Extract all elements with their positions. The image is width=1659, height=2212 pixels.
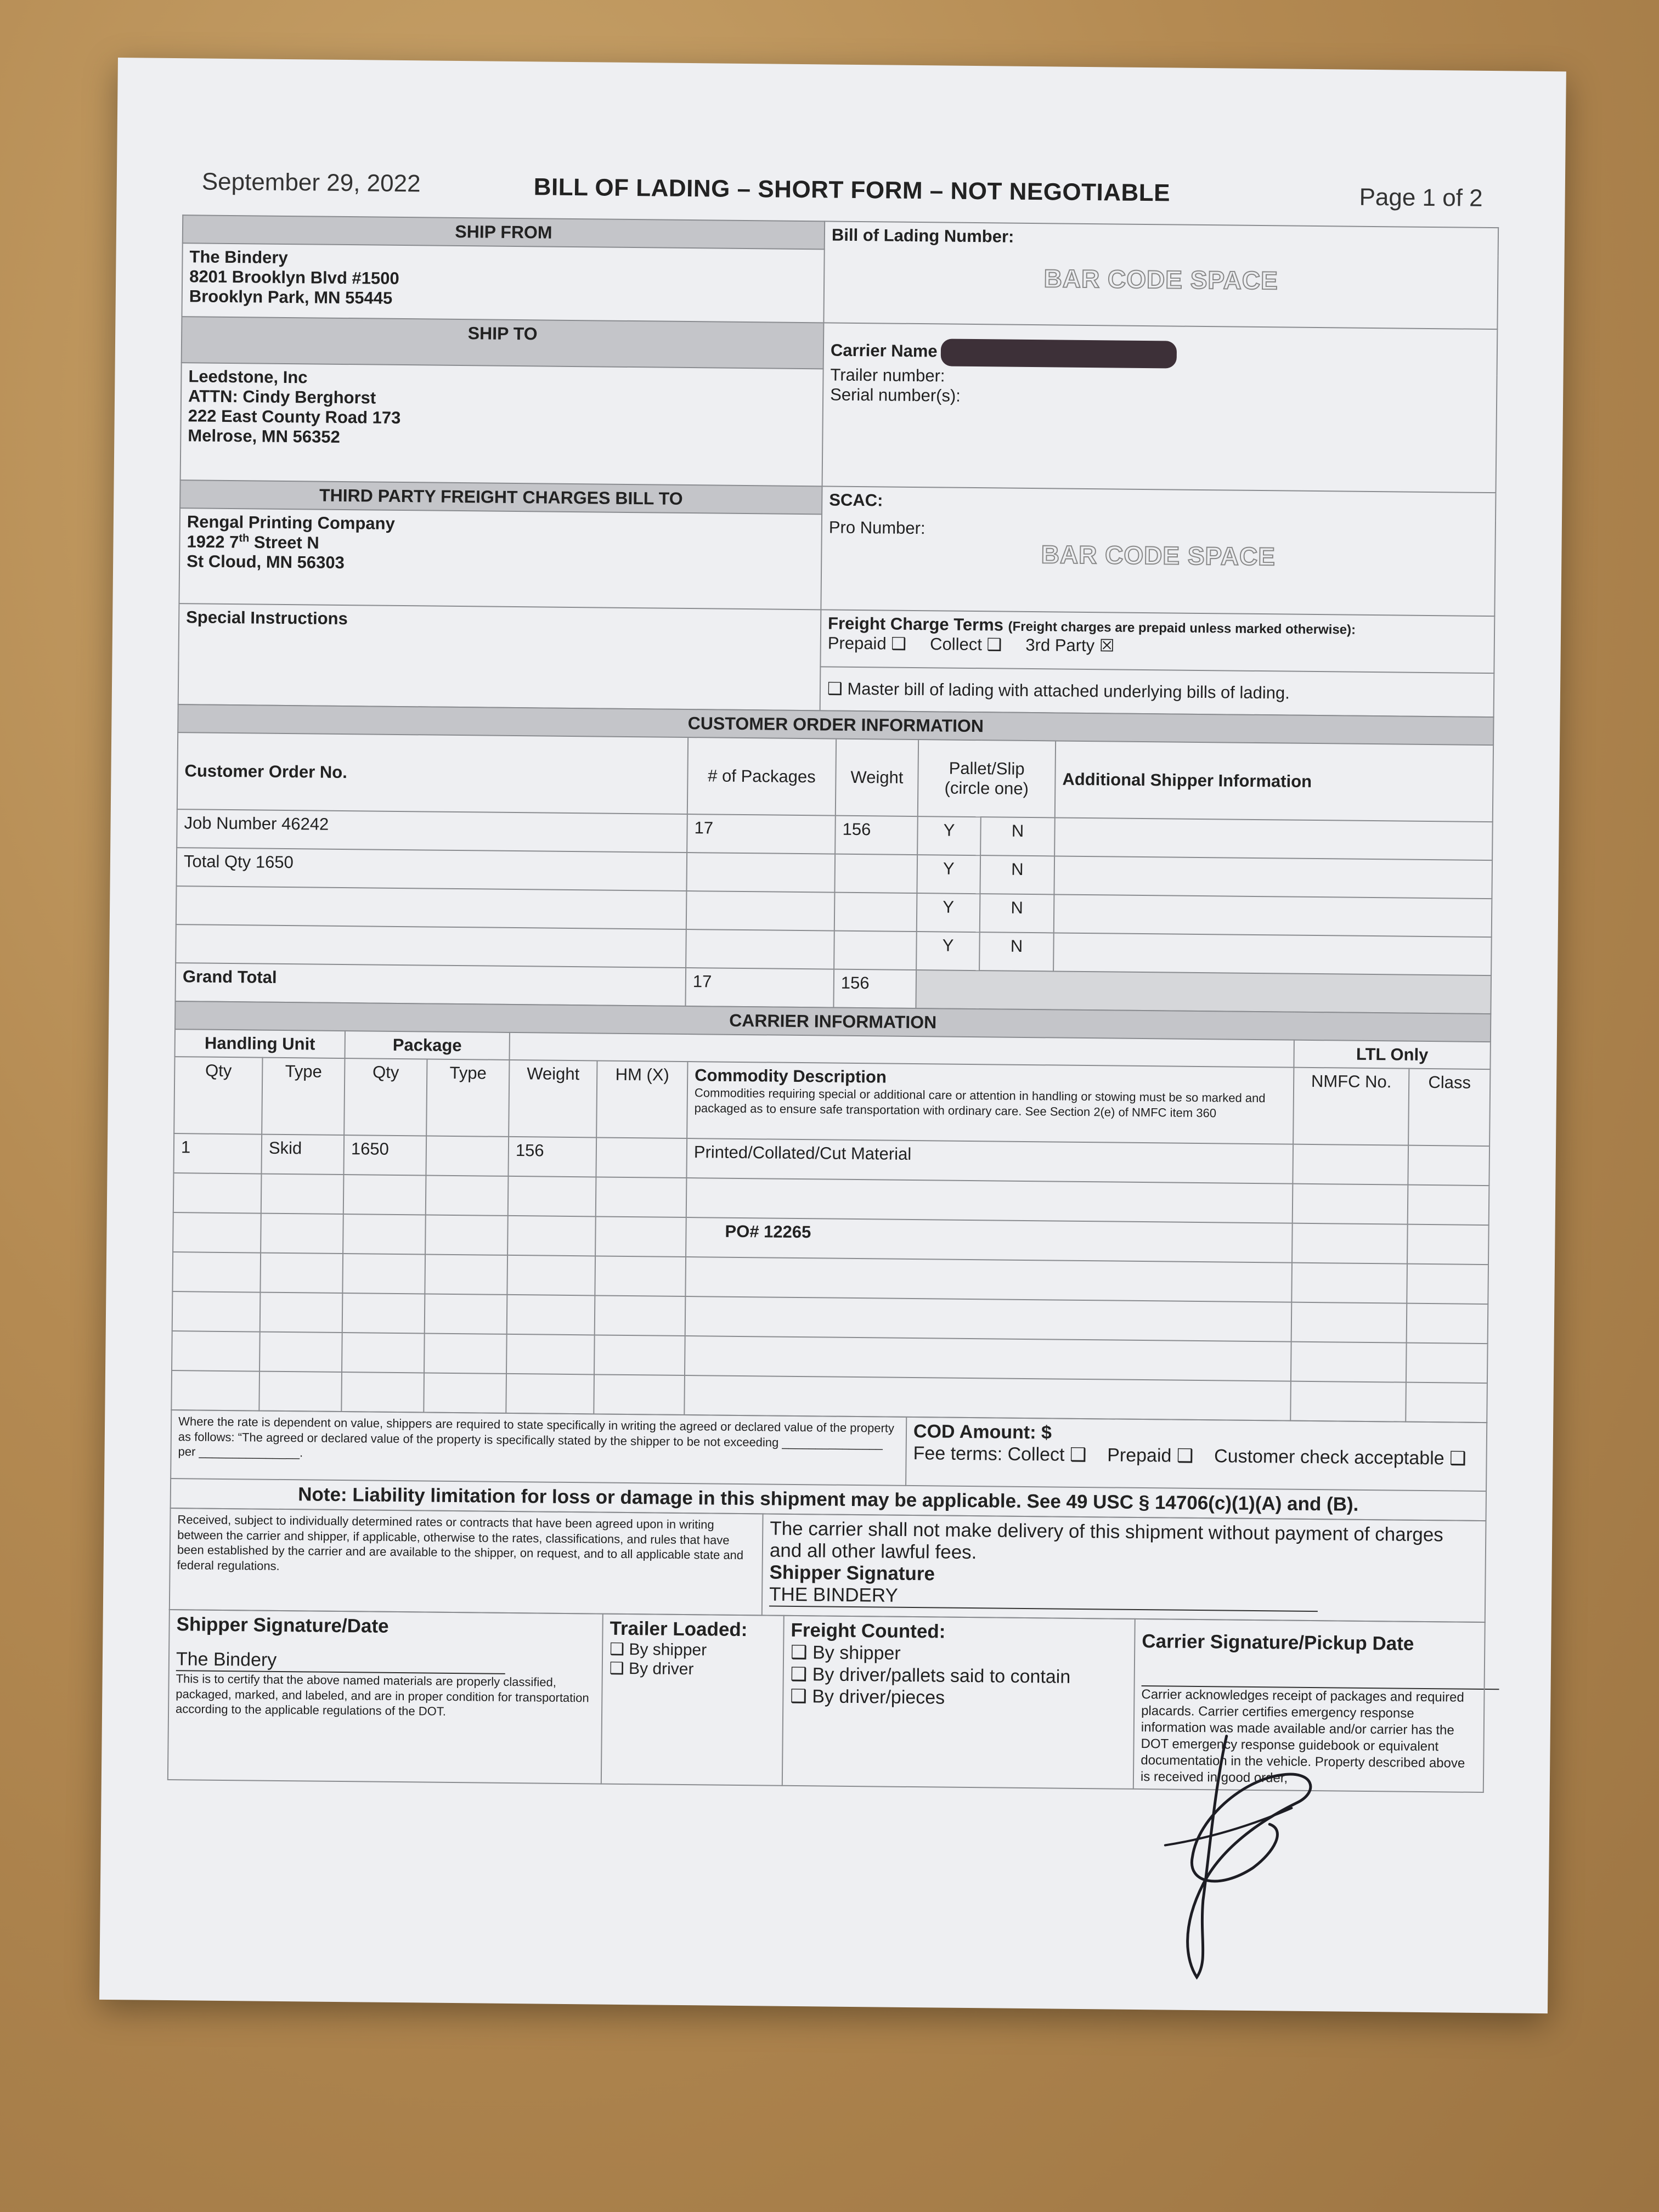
col-weight: Weight (836, 739, 918, 816)
col-hm: HM (X) (596, 1060, 687, 1138)
col-hu-type: Type (262, 1058, 345, 1135)
document-title: BILL OF LADING – SHORT FORM – NOT NEGOTIABLE (533, 173, 1171, 207)
col-pkg-type: Type (426, 1059, 509, 1136)
shipper-signature-value: THE BINDERY (769, 1584, 1318, 1612)
carrier-signature-cell (1133, 1619, 1485, 1792)
col-weight: Weight (509, 1060, 597, 1138)
freight-counted-shipper-checkbox[interactable]: ❑ By shipper (790, 1641, 901, 1664)
shipper-signature-line: Shipper Signature THE BINDERY (769, 1562, 1479, 1613)
freight-counted-label: Freight Counted: (791, 1619, 946, 1643)
customer-check-checkbox[interactable]: Customer check acceptable ❑ (1214, 1446, 1466, 1469)
scac-label: SCAC: (829, 490, 883, 510)
trailer-loaded-label: Trailer Loaded: (610, 1617, 748, 1641)
bol-number-label: Bill of Lading Number: (831, 225, 1014, 246)
third-party-line: Rengal Printing Company (187, 512, 395, 533)
ship-from-line: Brooklyn Park, MN 55445 (189, 286, 393, 308)
table-row: Y N (176, 886, 1492, 937)
ship-from-address (182, 243, 824, 323)
package-heading: Package (345, 1031, 510, 1060)
trailer-loaded-cell (601, 1614, 784, 1786)
third-party-line: St Cloud, MN 56303 (187, 551, 345, 573)
freight-counted-cell (782, 1616, 1135, 1789)
third-party-checkbox[interactable]: 3rd Party ☒ (1025, 635, 1115, 656)
ship-to-address (180, 363, 823, 486)
ship-to-line: Melrose, MN 56352 (188, 426, 340, 447)
shipper-signature-cell (168, 1610, 603, 1784)
ship-to-line: Leedstone, Inc (188, 366, 308, 387)
third-party-line: 1922 7th Street N (187, 532, 319, 552)
carrier-info-heading: CARRIER INFORMATION (175, 1001, 1491, 1042)
collect-checkbox[interactable]: Collect ❑ (929, 634, 1002, 654)
bol-form (167, 215, 1499, 1793)
table-row: Job Number 46242 17 156 Y N (177, 809, 1493, 860)
handling-unit-heading: Handling Unit (175, 1029, 345, 1058)
trailer-loaded-driver-checkbox[interactable]: ❑ By driver (609, 1659, 694, 1679)
bill-of-lading-page (99, 58, 1566, 2013)
col-pallet: Pallet/Slip (circle one) (918, 740, 1056, 817)
col-commodity: Commodity Description Commodities requiring special or additional care or attention in handling or stowing must be so marked and packaged as to ensure safe transportation with ordinary care. See Section 2(e) of NMFC item 360 (687, 1062, 1294, 1144)
col-packages: # of Packages (687, 737, 836, 816)
ship-to-line: ATTN: Cindy Berghorst (188, 386, 376, 408)
col-additional: Additional Shipper Information (1055, 741, 1493, 822)
delivery-text: The carrier shall not make delivery of this shipment without payment of charges and all other lawful fees. (769, 1517, 1443, 1564)
carrier-signature-label: Carrier Signature/Pickup Date (1142, 1630, 1414, 1655)
carrier-acknowledgement: Carrier acknowledges receipt of packages and required placards. Carrier certifies emergency response information was made available and/or carrier has the DOT emergency response guidebook or equivalent documentation in the vehicle. Property described above is received in good order, (1140, 1687, 1465, 1786)
table-row: Total Qty 1650 Y N (177, 848, 1493, 899)
fee-collect-checkbox[interactable]: Fee terms: Collect ❑ (913, 1443, 1087, 1466)
third-party-heading: THIRD PARTY FREIGHT CHARGES BILL TO (180, 480, 822, 514)
page-number: Page 1 of 2 (1359, 183, 1483, 212)
freight-counted-pieces-checkbox[interactable]: ❑ By driver/pieces (790, 1685, 945, 1708)
table-row: 1 Skid 1650 156 Printed/Collated/Cut Material (173, 1133, 1489, 1186)
received-text: Received, subject to individually determined rates or contracts that have been agreed upon in writing between the carrier and shipper, if applicable, otherwise to the rates, classifications, and rules that have been established by the carrier and are available to the shipper, on request, and to all applicable state and federal regulations. (170, 1508, 763, 1615)
delivery-cell (762, 1514, 1486, 1622)
serial-number-label: Serial number(s): (830, 385, 961, 405)
shipper-signature-label: Shipper Signature/Date (176, 1613, 389, 1637)
third-party-address (179, 508, 822, 610)
prepaid-checkbox[interactable]: Prepaid ❑ (827, 633, 907, 653)
ship-from-line: The Bindery (189, 247, 288, 267)
fee-prepaid-checkbox[interactable]: Prepaid ❑ (1107, 1444, 1194, 1466)
col-nmfc: NMFC No. (1293, 1068, 1409, 1146)
carrier-name: Carrier Name (831, 337, 1490, 371)
page-header (117, 167, 1565, 214)
cod-cell (906, 1417, 1487, 1491)
pro-number-label: Pro Number: (828, 517, 926, 538)
liability-note: Note: Liability limitation for loss or damage in this shipment may be applicable. See 49 USC § 14706(c)(1)(A) and (B). (171, 1479, 1486, 1521)
table-row: Y N (176, 924, 1492, 975)
ship-to-line: 222 East County Road 173 (188, 406, 401, 427)
freight-counted-pallets-checkbox[interactable]: ❑ By driver/pallets said to contain (790, 1663, 1071, 1688)
pro-barcode-space: BAR CODE SPACE (1041, 540, 1276, 571)
col-customer-order: Customer Order No. (177, 732, 688, 814)
bol-number-cell (823, 221, 1498, 329)
ship-from-heading: SHIP FROM (183, 215, 825, 249)
top-section (178, 215, 1499, 718)
signature-table (167, 1609, 1486, 1793)
col-hu-qty: Qty (174, 1057, 262, 1135)
grand-total-row: Grand Total 17 156 (175, 963, 1491, 1014)
customer-order-table (174, 704, 1494, 1014)
trailer-number-label: Trailer number: (830, 365, 945, 386)
document-date: September 29, 2022 (201, 168, 421, 198)
col-pkg-qty: Qty (344, 1058, 427, 1136)
trailer-loaded-shipper-checkbox[interactable]: ❑ By shipper (610, 1640, 707, 1660)
customer-order-heading: CUSTOMER ORDER INFORMATION (178, 704, 1493, 745)
special-instructions: Special Instructions (178, 603, 821, 710)
scac-cell (821, 486, 1496, 616)
carrier-info-table (171, 1001, 1491, 1423)
freight-terms-cell (820, 610, 1494, 673)
ltl-only-heading: LTL Only (1294, 1040, 1490, 1069)
shipper-certification: This is to certify that the above named materials are properly classified, packaged, marked, and labeled, and are in proper condition for transportation according to the applicable regulations of the DOT. (175, 1672, 589, 1718)
col-class: Class (1408, 1069, 1490, 1146)
master-bol-checkbox[interactable]: ❑ Master bill of lading with attached underlying bills of lading. (820, 667, 1494, 717)
freight-terms-title: Freight Charge Terms (Freight charges are prepaid unless marked otherwise): (827, 613, 1356, 637)
redacted-carrier-name (940, 338, 1176, 368)
ship-from-line: 8201 Brooklyn Blvd #1500 (189, 267, 399, 288)
po-number: PO# 12265 (686, 1217, 1293, 1263)
ship-to-heading: SHIP TO (182, 317, 824, 369)
value-cod-table (170, 1409, 1488, 1521)
received-table (169, 1508, 1487, 1623)
shipper-signature-name: The Bindery (176, 1649, 505, 1674)
fee-terms (913, 1442, 1479, 1470)
bol-barcode-space: BAR CODE SPACE (1043, 264, 1279, 295)
declared-value-text: Where the rate is dependent on value, shippers are required to state specifically in writing the agreed or declared value of the property as follows: “The agreed or declared value of the property is specifically stated by the shipper to be not exceeding _______________ per _______________. (171, 1410, 906, 1486)
carrier-cell (822, 323, 1498, 493)
cod-amount-label: COD Amount: $ (913, 1421, 1052, 1443)
